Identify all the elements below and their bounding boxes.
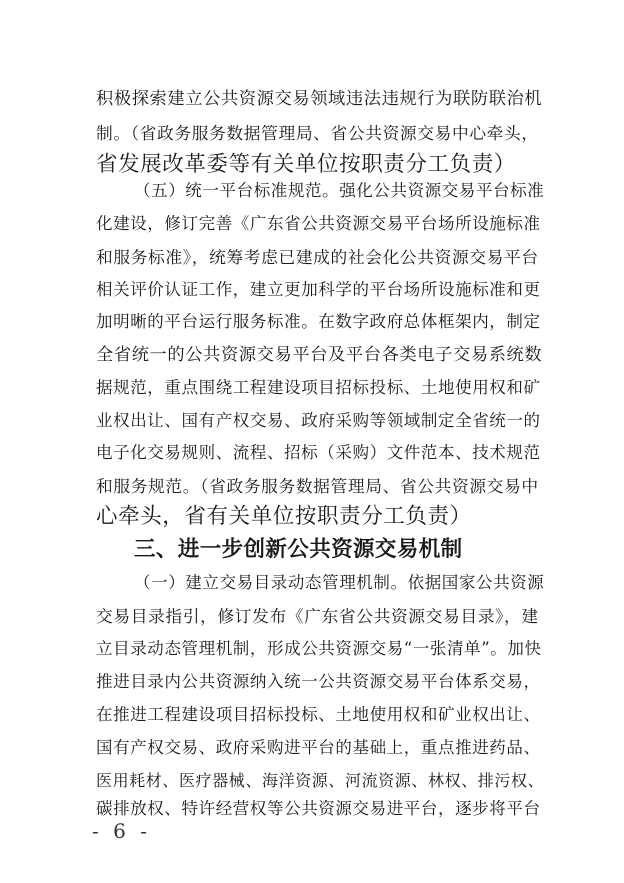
paragraph-heading-line: （五）统一平台标准规范。强化公共资源交易平台标准: [134, 181, 545, 200]
text-line: 省发展改革委等有关单位按职责分工负责）: [96, 152, 516, 177]
text-line: 和服务标准》，统筹考虑已建成的社会化公共资源交易平台: [96, 247, 539, 267]
text-line: 心牵头，省有关单位按职责分工负责）: [96, 504, 472, 529]
text-line: 制。（省政务服务数据管理局、省公共资源交易中心牵头，: [96, 123, 539, 143]
page-number: - 6 -: [92, 819, 151, 843]
text-line: 碳排放权、特许经营权等公共资源交易进平台，逐步将平台: [96, 799, 541, 818]
text-line: 积极探索建立公共资源交易领域违法违规行为联防联治机: [96, 89, 543, 109]
text-line: 立目录动态管理机制，形成公共资源交易“一张清单”。加快: [96, 639, 542, 658]
section-heading: 三、进一步创新公共资源交易机制: [134, 537, 463, 562]
text-line: 和服务规范。（省政务服务数据管理局、省公共资源交易中: [96, 476, 539, 496]
text-line: 据规范，重点围绕工程建设项目招标投标、土地使用权和矿: [96, 378, 541, 397]
text-line: 推进目录内公共资源纳入统一公共资源交易平台体系交易，: [96, 672, 541, 691]
text-line: 医用耗材、医疗器械、海洋资源、河流资源、林权、排污权、: [96, 771, 545, 790]
text-line: 电子化交易规则、流程、招标（采购）文件范本、技术规范: [96, 443, 541, 462]
text-line: 国有产权交易、政府采购进平台的基础上，重点推进药品、: [96, 738, 541, 757]
text-line: 全省统一的公共资源交易平台及平台各类电子交易系统数: [96, 345, 543, 365]
text-line: 在推进工程建设项目招标投标、土地使用权和矿业权出让、: [96, 705, 541, 724]
text-line: 化建设，修订完善《广东省公共资源交易平台场所设施标准: [96, 214, 541, 233]
paragraph-heading-line: （一）建立交易目录动态管理机制。依据国家公共资源: [134, 573, 545, 592]
text-line: 相关评价认证工作，建立更加科学的平台场所设施标准和更: [96, 280, 541, 299]
text-line: 加明晰的平台运行服务标准。在数字政府总体框架内，制定: [96, 312, 541, 331]
text-line: 交易目录指引，修订发布《广东省公共资源交易目录》，建: [96, 606, 539, 626]
text-line: 业权出让、国有产权交易、政府采购等领域制定全省统一的: [96, 411, 541, 430]
